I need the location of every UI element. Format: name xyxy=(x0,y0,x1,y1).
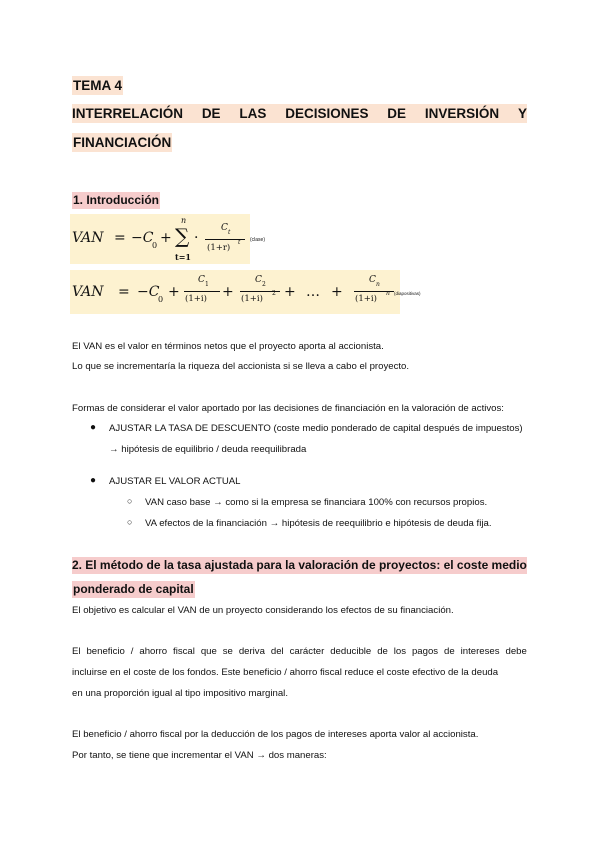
formula-2-plus-4: + xyxy=(331,284,343,300)
section-2-heading-word: la xyxy=(285,558,296,572)
para-beneficio-word: de xyxy=(377,646,388,657)
section-2-heading-word: El xyxy=(85,558,97,572)
para-beneficio-word: los xyxy=(393,646,407,657)
para-van-definition: El VAN es el valor en términos netos que el proyecto aporta al accionista. xyxy=(72,341,384,352)
para-beneficio-line-3: en una proporción igual al tipo impositivo marginal. xyxy=(72,688,288,699)
formula-1-sum-upper: n xyxy=(181,216,187,225)
formula-2-ellipsis: … xyxy=(306,284,320,300)
formula-2-lhs: VAN xyxy=(72,284,104,300)
para-van-riqueza: Lo que se incrementaría la riqueza del accionista si se lleva a cabo el proyecto. xyxy=(72,361,410,372)
section-2-heading-word: 2. xyxy=(72,558,83,572)
para-beneficio-word: beneficio xyxy=(86,646,125,657)
para-beneficio-word: El xyxy=(72,646,81,657)
bullet-1-marker: ● xyxy=(90,422,97,433)
formula-2-term2-numerator: C xyxy=(255,275,262,285)
formula-1-sum-lower: t=1 xyxy=(175,252,191,262)
formula-1-lhs: VAN xyxy=(72,230,104,246)
bullet-1-line-1: AJUSTAR LA TASA DE DESCUENTO (coste medio ponderado de capital después de impuestos) xyxy=(109,423,523,434)
section-2-heading-word: ajustada xyxy=(204,558,254,572)
para-incrementar-van: Por tanto, se tiene que incrementar el VAN → dos maneras: xyxy=(72,750,327,761)
section-2-heading-word: el xyxy=(443,558,454,572)
para-beneficio-word: de xyxy=(444,646,455,657)
section-2-heading-word: proyectos: xyxy=(378,558,441,572)
formula-2-plus-2: + xyxy=(222,284,234,300)
section-2-heading-word: tasa xyxy=(177,558,202,572)
formula-1-dot: · xyxy=(194,230,199,246)
para-beneficio-word: intereses xyxy=(460,646,500,657)
section-2-heading-line-2: ponderado de capital xyxy=(73,582,194,596)
formula-2-term1-numerator-sub: 1 xyxy=(205,281,209,288)
formula-2-term2-denominator: (1+i) xyxy=(241,294,263,304)
formula-2-equals: = xyxy=(118,284,130,300)
subtitle-word: INTERRELACIÓN xyxy=(72,106,183,121)
para-formas-intro: Formas de considerar el valor aportado por las decisiones de financiación en la valoración de activos: xyxy=(72,403,504,414)
formula-1-equals: = xyxy=(114,230,126,246)
formula-1-c0-sub: 0 xyxy=(152,241,158,250)
formula-2-term2-numerator-sub: 2 xyxy=(262,281,266,288)
section-2-heading-word: para xyxy=(256,558,282,572)
subtitle-line-1 xyxy=(72,104,527,123)
subtitle-word: DE xyxy=(387,106,407,121)
subtitle-word: DE xyxy=(201,106,221,121)
section-2-heading-word: medio xyxy=(491,558,527,572)
para-beneficio-line-1 xyxy=(72,646,527,658)
bullet-2-marker: ● xyxy=(90,475,97,486)
formula-2-term1-denominator: (1+i) xyxy=(185,294,207,304)
sub-bullet-1-marker: ○ xyxy=(127,496,133,506)
formula-2-c0: −C xyxy=(137,284,160,300)
para-beneficio-word: fiscal xyxy=(173,646,195,657)
formula-1-plus: + xyxy=(160,230,172,246)
tema-title: TEMA 4 xyxy=(73,78,123,93)
subtitle-word: Y xyxy=(517,106,527,121)
formula-1-note: (clase) xyxy=(250,237,266,243)
sub-bullet-1-text: VAN caso base → como si la empresa se financiara 100% con recursos propios. xyxy=(145,497,488,508)
bullet-2-text: AJUSTAR EL VALOR ACTUAL xyxy=(109,476,241,487)
para-beneficio-word: / xyxy=(130,646,134,657)
sub-bullet-2-marker: ○ xyxy=(127,517,133,527)
subtitle-line-2: FINANCIACIÓN xyxy=(73,135,172,150)
formula-2-note: (diapositivas) xyxy=(394,291,421,296)
para-ahorro-fiscal: El beneficio / ahorro fiscal por la deducción de los pagos de intereses aporta valor al accionista. xyxy=(72,729,479,740)
para-beneficio-word: del xyxy=(270,646,284,657)
section-2-heading-word: de xyxy=(361,558,376,572)
formula-1-denominator-sup: t xyxy=(238,239,241,246)
formula-2-plus-3: + xyxy=(284,284,296,300)
para-beneficio-word: pagos xyxy=(411,646,439,657)
para-beneficio-word: se xyxy=(222,646,233,657)
formula-2-term1-numerator: C xyxy=(198,275,205,285)
formula-1-numerator-sub: t xyxy=(228,229,231,236)
section-2-heading-word: método xyxy=(99,558,144,572)
formula-2-term2-denominator-sup: 2 xyxy=(272,290,276,297)
para-beneficio-word: deriva xyxy=(238,646,265,657)
sub-bullet-2-text: VA efectos de la financiación → hipótesis de reequilibrio e hipótesis de deuda fija. xyxy=(145,518,492,529)
section-2-heading-word: valoración xyxy=(298,558,359,572)
section-1-heading: 1. Introducción xyxy=(73,193,160,207)
para-beneficio-word: que xyxy=(200,646,217,657)
formula-2-c0-sub: 0 xyxy=(158,295,164,304)
subtitle-word: LAS xyxy=(239,106,267,121)
bullet-1-line-2: → hipótesis de equilibrio / deuda reequilibrada xyxy=(109,444,307,455)
para-beneficio-word: debe xyxy=(505,646,527,657)
formula-2-termn-denominator: (1+i) xyxy=(355,294,377,304)
formula-1 xyxy=(72,214,312,264)
section-2-heading-word: coste xyxy=(456,558,489,572)
section-2-heading-word: de xyxy=(146,558,161,572)
formula-2-termn-denominator-sup: n xyxy=(386,290,390,297)
para-beneficio-word: deducible xyxy=(330,646,372,657)
section-2-heading-word: la xyxy=(163,558,174,572)
section-2-heading-line-1 xyxy=(72,557,527,574)
formula-2 xyxy=(72,270,432,314)
formula-1-denominator: (1+r) xyxy=(207,243,231,253)
formula-2-termn-numerator: C xyxy=(369,275,376,285)
formula-2-termn-numerator-sub: n xyxy=(376,281,380,288)
para-beneficio-word: ahorro xyxy=(139,646,168,657)
formula-1-c0: −C xyxy=(131,230,154,246)
para-beneficio-line-2: incluirse en el coste de los fondos. Este beneficio / ahorro fiscal reduce el coste efectivo de la deuda xyxy=(72,667,499,678)
formula-1-sum-symbol: ∑ xyxy=(175,224,190,248)
formula-2-term1-bar xyxy=(184,291,220,292)
para-objetivo: El objetivo es calcular el VAN de un proyecto considerando los efectos de su financiación. xyxy=(72,605,454,616)
formula-1-numerator: C xyxy=(221,223,228,233)
para-beneficio-word: carácter xyxy=(289,646,325,657)
subtitle-word: INVERSIÓN xyxy=(424,106,500,121)
formula-2-plus-1: + xyxy=(168,284,180,300)
subtitle-word: DECISIONES xyxy=(285,106,369,121)
